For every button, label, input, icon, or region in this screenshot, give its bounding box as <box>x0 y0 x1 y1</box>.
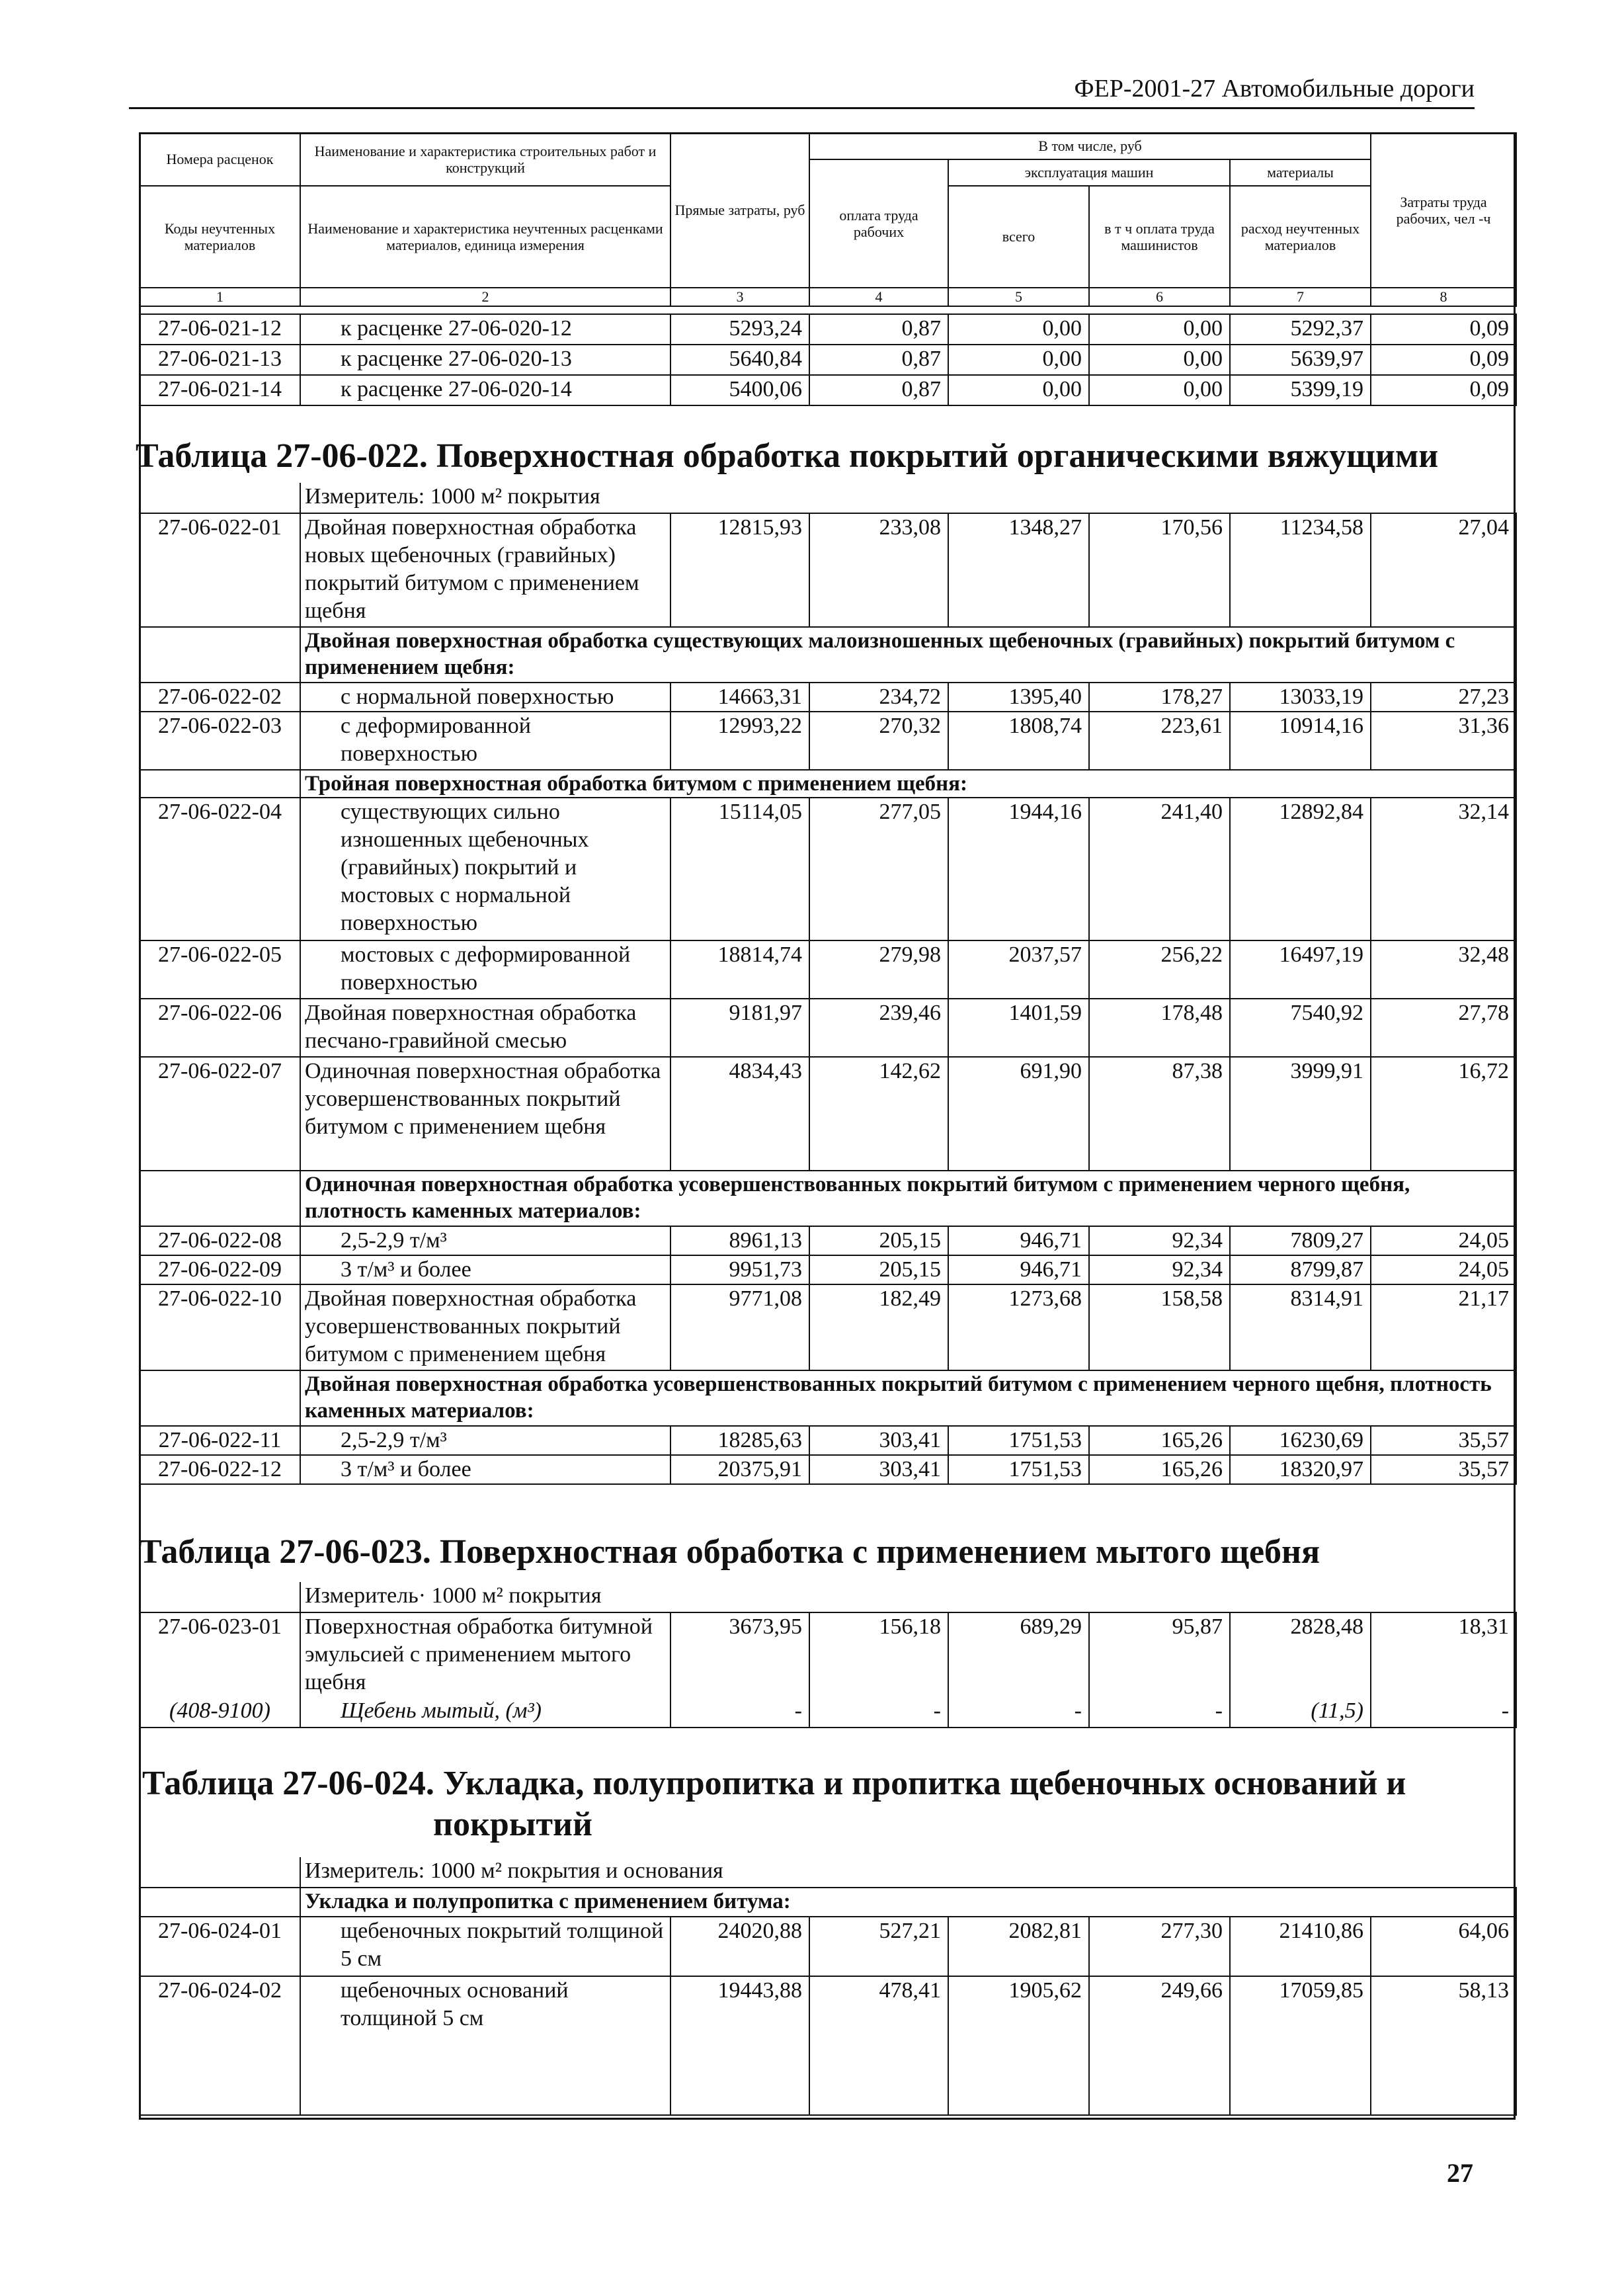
labor-pay: 527,21 <box>809 1917 948 1976</box>
table-row <box>140 1455 1516 1484</box>
rate-name: с деформированной поверхностью <box>300 712 670 770</box>
col-including: В том числе, руб <box>809 133 1371 159</box>
labor-hours: 35,57 <box>1371 1426 1516 1455</box>
direct-costs: 12993,22 <box>670 712 809 770</box>
materials: 16497,19 <box>1230 940 1371 999</box>
table-row <box>140 1226 1516 1255</box>
materials: 12892,84 <box>1230 798 1371 940</box>
col-number: 7 <box>1230 288 1371 306</box>
table-title-022: Таблица 27-06-022. Поверхностная обработка покрытий органическими вяжущими <box>136 437 1439 475</box>
dash: - <box>948 1697 1089 1728</box>
col-work-name: Наименование и характеристика строительных работ и конструкций <box>300 133 670 186</box>
rate-code: 27-06-021-14 <box>140 375 300 405</box>
labor-pay: 205,15 <box>809 1226 948 1255</box>
labor-hours: 31,36 <box>1371 712 1516 770</box>
col-number: 6 <box>1089 288 1230 306</box>
machine-total: 1273,68 <box>948 1284 1089 1370</box>
labor-hours: 27,23 <box>1371 683 1516 712</box>
page-number: 27 <box>1447 2158 1473 2188</box>
rate-code: 27-06-022-09 <box>140 1255 300 1284</box>
rate-code: 27-06-022-08 <box>140 1226 300 1255</box>
materials: 7809,27 <box>1230 1226 1371 1255</box>
rate-name: щебеночных оснований толщиной 5 см <box>300 1976 670 2115</box>
labor-hours: 32,14 <box>1371 798 1516 940</box>
labor-hours: 64,06 <box>1371 1917 1516 1976</box>
rate-name: к расценке 27-06-020-13 <box>300 345 670 375</box>
labor-pay: 277,05 <box>809 798 948 940</box>
labor-pay: 142,62 <box>809 1057 948 1171</box>
table-row <box>140 314 1516 345</box>
machine-total: 691,90 <box>948 1057 1089 1171</box>
table-row <box>140 940 1516 999</box>
labor-pay: 478,41 <box>809 1976 948 2115</box>
direct-costs: 8961,13 <box>670 1226 809 1255</box>
rate-code: 27-06-022-11 <box>140 1426 300 1455</box>
col-number: 4 <box>809 288 948 306</box>
rate-code: 27-06-024-01 <box>140 1917 300 1976</box>
machinist-pay: 241,40 <box>1089 798 1230 940</box>
direct-costs: 4834,43 <box>670 1057 809 1171</box>
col-unaccounted-codes: Коды неучтенных материалов <box>140 186 300 288</box>
machine-total: 0,00 <box>948 314 1089 345</box>
rate-name: Одиночная поверхностная обработка усовершенствованных покрытий битумом с применением щебня <box>300 1057 670 1171</box>
labor-hours: 21,17 <box>1371 1284 1516 1370</box>
rate-name: Двойная поверхностная обработка усовершенствованных покрытий битумом с применением щебня <box>300 1284 670 1370</box>
material-row <box>140 1697 1516 1728</box>
machine-total: 2037,57 <box>948 940 1089 999</box>
section-subheading: Двойная поверхностная обработка усовершенствованных покрытий битумом с применением черного щебня, плотность каменных материалов: <box>300 1370 1516 1426</box>
direct-costs: 9181,97 <box>670 999 809 1057</box>
rate-code: 27-06-022-04 <box>140 798 300 940</box>
labor-pay: 205,15 <box>809 1255 948 1284</box>
direct-costs: 15114,05 <box>670 798 809 940</box>
table-row <box>140 1255 1516 1284</box>
labor-pay: 0,87 <box>809 345 948 375</box>
machinist-pay: 158,58 <box>1089 1284 1230 1370</box>
material-name: Щебень мытый, (м³) <box>300 1697 670 1728</box>
materials: 5639,97 <box>1230 345 1371 375</box>
direct-costs: 5400,06 <box>670 375 809 405</box>
labor-pay: 239,46 <box>809 999 948 1057</box>
rate-name: существующих сильно изношенных щебеночных (гравийных) покрытий и мостовых с нормальной поверхностью <box>300 798 670 940</box>
col-materials-unaccounted: расход неучтенных материалов <box>1230 186 1371 288</box>
labor-hours: 27,78 <box>1371 999 1516 1057</box>
direct-costs: 9951,73 <box>670 1255 809 1284</box>
machine-total: 946,71 <box>948 1226 1089 1255</box>
table-title-024-cont: покрытий <box>433 1806 592 1843</box>
rate-code: 27-06-023-01 <box>140 1612 300 1697</box>
machine-total: 1751,53 <box>948 1426 1089 1455</box>
rate-code: 27-06-024-02 <box>140 1976 300 2115</box>
materials: 2828,48 <box>1230 1612 1371 1697</box>
table-row <box>140 712 1516 770</box>
rate-name: Поверхностная обработка битумной эмульсией с применением мытого щебня <box>300 1612 670 1697</box>
table-024 <box>139 1857 1517 2116</box>
materials: 7540,92 <box>1230 999 1371 1057</box>
direct-costs: 3673,95 <box>670 1612 809 1697</box>
labor-pay: 0,87 <box>809 375 948 405</box>
labor-hours: 24,05 <box>1371 1226 1516 1255</box>
labor-pay: 233,08 <box>809 513 948 627</box>
materials: 3999,91 <box>1230 1057 1371 1171</box>
header-rule <box>129 107 1475 109</box>
rate-name: мостовых с деформированной поверхностью <box>300 940 670 999</box>
table-row <box>140 375 1516 405</box>
rate-name: 2,5-2,9 т/м³ <box>300 1226 670 1255</box>
labor-pay: 234,72 <box>809 683 948 712</box>
labor-pay: 279,98 <box>809 940 948 999</box>
table-row <box>140 1284 1516 1370</box>
rate-code: 27-06-022-02 <box>140 683 300 712</box>
rate-name: 2,5-2,9 т/м³ <box>300 1426 670 1455</box>
table-023 <box>139 1582 1517 1728</box>
labor-hours: 18,31 <box>1371 1612 1516 1697</box>
labor-pay: 182,49 <box>809 1284 948 1370</box>
dash: - <box>670 1697 809 1728</box>
labor-pay: 303,41 <box>809 1426 948 1455</box>
rate-name: Двойная поверхностная обработка новых щебеночных (гравийных) покрытий битумом с применением щебня <box>300 513 670 627</box>
machinist-pay: 178,48 <box>1089 999 1230 1057</box>
direct-costs: 9771,08 <box>670 1284 809 1370</box>
machine-total: 689,29 <box>948 1612 1089 1697</box>
table-row <box>140 999 1516 1057</box>
rate-name: к расценке 27-06-020-12 <box>300 314 670 345</box>
col-rate-numbers: Номера расценок <box>140 133 300 186</box>
materials: 13033,19 <box>1230 683 1371 712</box>
direct-costs: 24020,88 <box>670 1917 809 1976</box>
material-code: (408-9100) <box>140 1697 300 1728</box>
machinist-pay: 0,00 <box>1089 314 1230 345</box>
dash: - <box>1089 1697 1230 1728</box>
machinist-pay: 165,26 <box>1089 1455 1230 1484</box>
col-labor-pay: оплата труда рабочих <box>809 159 948 288</box>
rate-code: 27-06-022-05 <box>140 940 300 999</box>
machinist-pay: 256,22 <box>1089 940 1230 999</box>
rate-code: 27-06-022-12 <box>140 1455 300 1484</box>
section-subheading: Двойная поверхностная обработка существующих малоизношенных щебеночных (гравийных) покрытий битумом с применением щебня: <box>300 627 1516 683</box>
rate-name: с нормальной поверхностью <box>300 683 670 712</box>
direct-costs: 12815,93 <box>670 513 809 627</box>
table-022 <box>139 483 1517 1485</box>
rate-name: щебеночных покрытий толщиной 5 см <box>300 1917 670 1976</box>
col-machine-operation: эксплуатация машин <box>948 159 1230 186</box>
machinist-pay: 277,30 <box>1089 1917 1230 1976</box>
materials: 18320,97 <box>1230 1455 1371 1484</box>
materials: 21410,86 <box>1230 1917 1371 1976</box>
rate-name: 3 т/м³ и более <box>300 1255 670 1284</box>
machinist-pay: 223,61 <box>1089 712 1230 770</box>
labor-pay: 0,87 <box>809 314 948 345</box>
column-header-table <box>139 132 1517 307</box>
labor-hours: 16,72 <box>1371 1057 1516 1171</box>
machinist-pay: 0,00 <box>1089 345 1230 375</box>
materials: 10914,16 <box>1230 712 1371 770</box>
rate-code: 27-06-022-01 <box>140 513 300 627</box>
table-row <box>140 1917 1516 1976</box>
labor-hours: 0,09 <box>1371 314 1516 345</box>
table-row <box>140 513 1516 627</box>
labor-pay: 303,41 <box>809 1455 948 1484</box>
materials: 17059,85 <box>1230 1976 1371 2115</box>
rate-code: 27-06-022-06 <box>140 999 300 1057</box>
col-number: 5 <box>948 288 1089 306</box>
col-labor-costs: Затраты труда рабочих, чел -ч <box>1371 133 1516 288</box>
col-direct-costs: Прямые затраты, руб <box>670 133 809 288</box>
materials: 5399,19 <box>1230 375 1371 405</box>
machine-total: 2082,81 <box>948 1917 1089 1976</box>
machinist-pay: 249,66 <box>1089 1976 1230 2115</box>
document-header-title: ФЕР-2001-27 Автомобильные дороги <box>1074 75 1475 103</box>
machine-total: 1395,40 <box>948 683 1089 712</box>
direct-costs: 14663,31 <box>670 683 809 712</box>
labor-hours: 32,48 <box>1371 940 1516 999</box>
table-row <box>140 1426 1516 1455</box>
machinist-pay: 0,00 <box>1089 375 1230 405</box>
table-row <box>140 798 1516 940</box>
machine-total: 946,71 <box>948 1255 1089 1284</box>
table-title-023: Таблица 27-06-023. Поверхностная обработка с применением мытого щебня <box>139 1533 1320 1571</box>
labor-hours: 0,09 <box>1371 375 1516 405</box>
direct-costs: 18814,74 <box>670 940 809 999</box>
rate-code: 27-06-021-13 <box>140 345 300 375</box>
rate-code: 27-06-021-12 <box>140 314 300 345</box>
direct-costs: 19443,88 <box>670 1976 809 2115</box>
col-machine-total: всего <box>948 186 1089 288</box>
measure-unit: Измеритель: 1000 м² покрытия и основания <box>300 1857 1516 1888</box>
rate-name: 3 т/м³ и более <box>300 1455 670 1484</box>
direct-costs: 18285,63 <box>670 1426 809 1455</box>
machinist-pay: 95,87 <box>1089 1612 1230 1697</box>
section-subheading: Тройная поверхностная обработка битумом с применением щебня: <box>300 770 1516 798</box>
machinist-pay: 87,38 <box>1089 1057 1230 1171</box>
labor-hours: 24,05 <box>1371 1255 1516 1284</box>
table-row <box>140 683 1516 712</box>
col-number: 2 <box>300 288 670 306</box>
machinist-pay: 92,34 <box>1089 1226 1230 1255</box>
materials: 5292,37 <box>1230 314 1371 345</box>
col-machinist-pay: в т ч оплата труда машинистов <box>1089 186 1230 288</box>
machine-total: 1944,16 <box>948 798 1089 940</box>
rate-code: 27-06-022-10 <box>140 1284 300 1370</box>
col-number: 1 <box>140 288 300 306</box>
table-row <box>140 1612 1516 1697</box>
rate-code: 27-06-022-07 <box>140 1057 300 1171</box>
col-unaccounted-name: Наименование и характеристика неучтенных расценками материалов, единица измерения <box>300 186 670 288</box>
col-number: 3 <box>670 288 809 306</box>
dash: - <box>809 1697 948 1728</box>
section-subheading: Одиночная поверхностная обработка усовершенствованных покрытий битумом с применением черного щебня, плотность каменных материалов: <box>300 1171 1516 1226</box>
machine-total: 1401,59 <box>948 999 1089 1057</box>
machinist-pay: 178,27 <box>1089 683 1230 712</box>
table-row <box>140 345 1516 375</box>
section-subheading: Укладка и полупропитка с применением битума: <box>300 1888 1516 1917</box>
materials: 16230,69 <box>1230 1426 1371 1455</box>
labor-hours: 27,04 <box>1371 513 1516 627</box>
dash: - <box>1371 1697 1516 1728</box>
materials: 8799,87 <box>1230 1255 1371 1284</box>
table-row <box>140 1976 1516 2115</box>
col-materials: материалы <box>1230 159 1371 186</box>
labor-pay: 270,32 <box>809 712 948 770</box>
direct-costs: 20375,91 <box>670 1455 809 1484</box>
rate-name: к расценке 27-06-020-14 <box>300 375 670 405</box>
continuation-rows-table <box>139 313 1517 406</box>
machinist-pay: 170,56 <box>1089 513 1230 627</box>
machinist-pay: 165,26 <box>1089 1426 1230 1455</box>
direct-costs: 5640,84 <box>670 345 809 375</box>
machine-total: 1905,62 <box>948 1976 1089 2115</box>
machine-total: 0,00 <box>948 345 1089 375</box>
labor-hours: 0,09 <box>1371 345 1516 375</box>
labor-pay: 156,18 <box>809 1612 948 1697</box>
machine-total: 0,00 <box>948 375 1089 405</box>
measure-unit: Измеритель· 1000 м² покрытия <box>300 1582 1516 1612</box>
labor-hours: 58,13 <box>1371 1976 1516 2115</box>
table-title-024: Таблица 27-06-024. Укладка, полупропитка и пропитка щебеночных оснований и <box>142 1765 1406 1802</box>
rate-code: 27-06-022-03 <box>140 712 300 770</box>
measure-unit: Измеритель: 1000 м² покрытия <box>300 483 1516 513</box>
machinist-pay: 92,34 <box>1089 1255 1230 1284</box>
machine-total: 1348,27 <box>948 513 1089 627</box>
materials: 11234,58 <box>1230 513 1371 627</box>
labor-hours: 35,57 <box>1371 1455 1516 1484</box>
material-quantity: (11,5) <box>1230 1697 1371 1728</box>
direct-costs: 5293,24 <box>670 314 809 345</box>
machine-total: 1751,53 <box>948 1455 1089 1484</box>
rate-name: Двойная поверхностная обработка песчано-гравийной смесью <box>300 999 670 1057</box>
col-number: 8 <box>1371 288 1516 306</box>
machine-total: 1808,74 <box>948 712 1089 770</box>
table-row <box>140 1057 1516 1171</box>
materials: 8314,91 <box>1230 1284 1371 1370</box>
